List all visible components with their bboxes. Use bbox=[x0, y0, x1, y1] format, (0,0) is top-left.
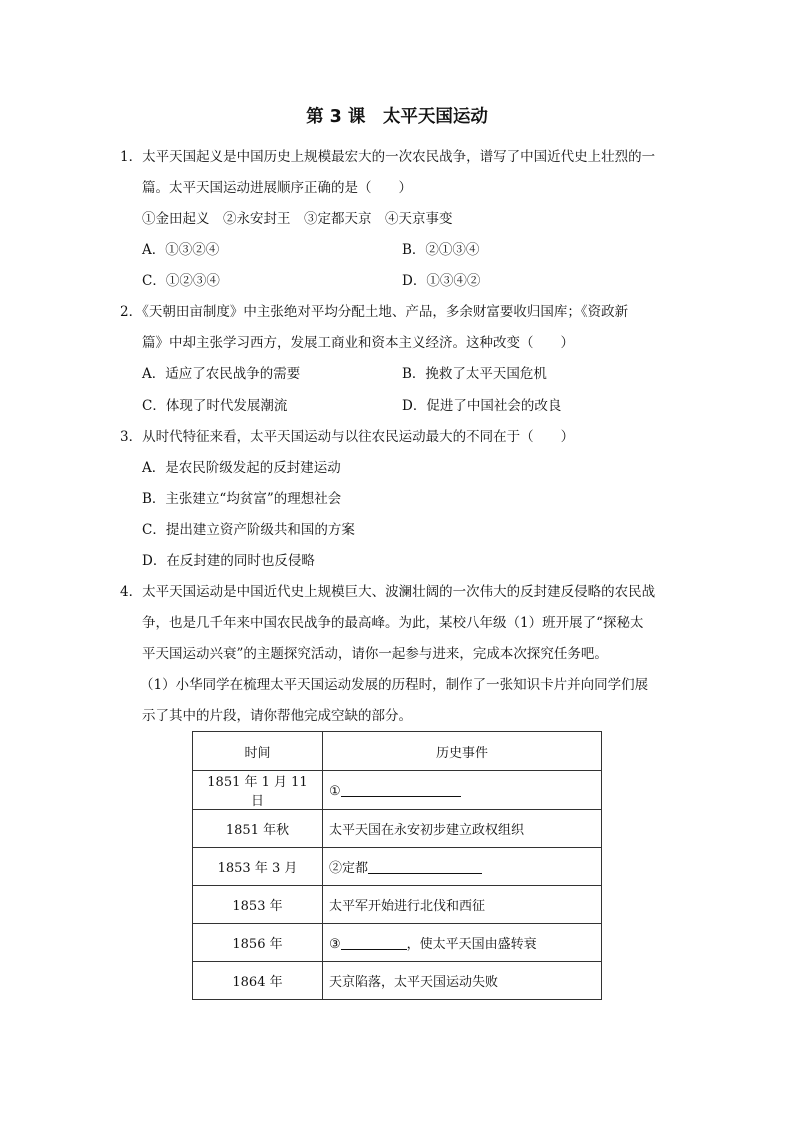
question-3-stem: 3．从时代特征来看，太平天国运动与以往农民运动最大的不同在于（ ） bbox=[120, 429, 575, 445]
question-1-option-a: A．①③②④ bbox=[142, 242, 220, 258]
event-text: ③ bbox=[329, 937, 341, 952]
question-1-stem-line1: 1．太平天国起义是中国历史上规模最宏大的一次农民战争，谱写了中国近代史上壮烈的一 bbox=[120, 149, 656, 165]
question-3-option-c: C．提出建立资产阶级共和国的方案 bbox=[142, 522, 355, 538]
question-3-option-d: D．在反封建的同时也反侵略 bbox=[142, 553, 315, 569]
question-4-stem-line3: 平天国运动兴衰”的主题探究活动，请你一起参与进来，完成本次探究任务吧。 bbox=[142, 646, 608, 662]
question-2-option-a: A．适应了农民战争的需要 bbox=[142, 366, 301, 382]
question-4-sub1-line1: （1）小华同学在梳理太平天国运动发展的历程时，制作了一张知识卡片并向同学们展 bbox=[140, 677, 649, 693]
question-1-option-c: C．①②③④ bbox=[142, 273, 220, 289]
question-2-stem-line1: 2．《天朝田亩制度》中主张绝对平均分配土地、产品，多余财富要收归国库；《资政新 bbox=[120, 304, 629, 320]
history-events-table bbox=[192, 731, 602, 1000]
event-time: 1851 年 1 月 11 日 bbox=[193, 771, 323, 810]
question-4-stem-line2: 争，也是几千年来中国农民战争的最高峰。为此，某校八年级（1）班开展了“探秘太 bbox=[142, 615, 644, 631]
table-row bbox=[193, 771, 602, 810]
table-row bbox=[193, 924, 602, 962]
question-2-option-c: C．体现了时代发展潮流 bbox=[142, 398, 288, 414]
event-time: 1864 年 bbox=[193, 962, 323, 1000]
question-1-option-d: D．①③④② bbox=[402, 273, 481, 289]
question-1-stem-line2: 篇。太平天国运动进展顺序正确的是（ ） bbox=[142, 180, 412, 196]
event-time: 1853 年 bbox=[193, 886, 323, 924]
question-2-option-d: D．促进了中国社会的改良 bbox=[402, 398, 562, 414]
table-row bbox=[193, 962, 602, 1000]
event-description bbox=[323, 771, 602, 810]
event-time: 1856 年 bbox=[193, 924, 323, 962]
question-1-option-b: B．②①③④ bbox=[402, 242, 480, 258]
event-description: 天京陷落，太平天国运动失败 bbox=[323, 962, 602, 1000]
event-time: 1853 年 3 月 bbox=[193, 848, 323, 886]
event-time: 1851 年秋 bbox=[193, 810, 323, 848]
question-1-items: ①金田起义 ②永安封王 ③定都天京 ④天京事变 bbox=[142, 211, 453, 227]
answer-blank[interactable] bbox=[368, 859, 482, 874]
page-title: 第 3 课 太平天国运动 bbox=[306, 107, 488, 127]
column-header-event: 历史事件 bbox=[323, 732, 602, 771]
question-2-stem-line2: 篇》中却主张学习西方，发展工商业和资本主义经济。这种改变（ ） bbox=[142, 335, 574, 351]
event-description bbox=[323, 924, 602, 962]
table-row bbox=[193, 886, 602, 924]
event-description: 太平军开始进行北伐和西征 bbox=[323, 886, 602, 924]
event-text: ① bbox=[329, 783, 341, 799]
event-description bbox=[323, 848, 602, 886]
table-row bbox=[193, 848, 602, 886]
event-description: 太平天国在永安初步建立政权组织 bbox=[323, 810, 602, 848]
question-3-option-a: A．是农民阶级发起的反封建运动 bbox=[142, 460, 341, 476]
table-row bbox=[193, 810, 602, 848]
question-4-sub1-line2: 示了其中的片段，请你帮他完成空缺的部分。 bbox=[142, 708, 412, 724]
answer-blank[interactable] bbox=[341, 782, 461, 797]
event-text: ②定都 bbox=[329, 861, 369, 876]
column-header-time: 时间 bbox=[193, 732, 323, 771]
table-header-row bbox=[193, 732, 602, 771]
question-3-option-b: B．主张建立“均贫富”的理想社会 bbox=[142, 491, 342, 507]
answer-blank[interactable] bbox=[341, 935, 407, 950]
question-4-stem-line1: 4．太平天国运动是中国近代史上规模巨大、波澜壮阔的一次伟大的反封建反侵略的农民战 bbox=[120, 584, 656, 600]
question-2-option-b: B．挽救了太平天国危机 bbox=[402, 366, 547, 382]
event-text-suffix: ，使太平天国由盛转衰 bbox=[406, 937, 537, 952]
